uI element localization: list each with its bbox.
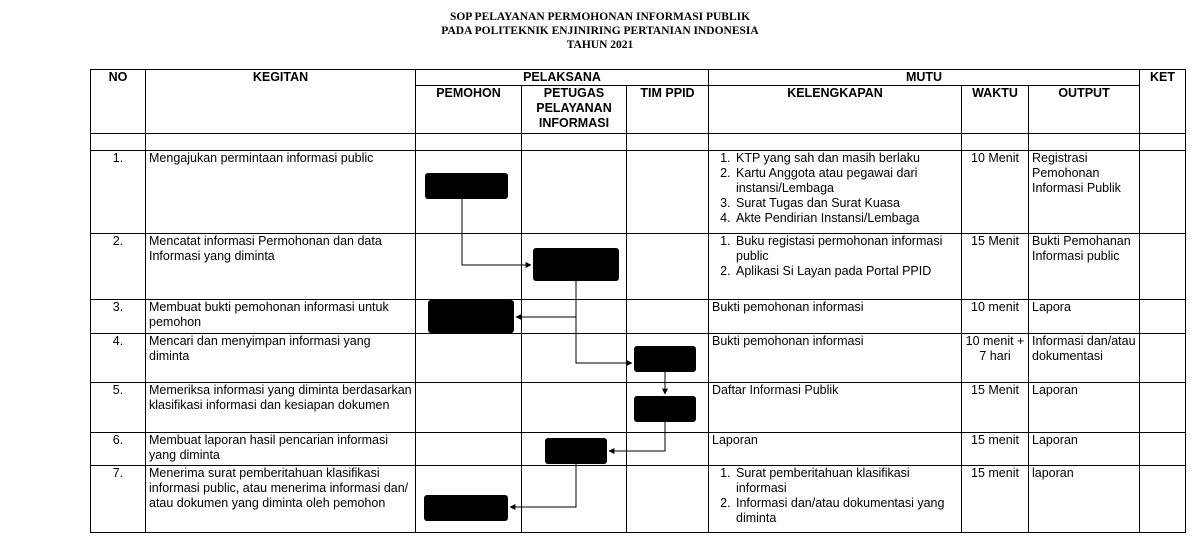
table-row [91, 300, 1186, 334]
spacer-row [91, 134, 1186, 151]
header-no: NO [91, 70, 146, 134]
header-ket: KET [1140, 70, 1186, 134]
header-petugas: PETUGAS PELAYANAN INFORMASI [522, 86, 627, 134]
row-waktu: 10 menit + 7 hari [962, 334, 1029, 383]
doc-title-line-2: PADA POLITEKNIK ENJINIRING PERTANIAN INDONESIA [441, 25, 759, 37]
row-output: Laporan [1029, 433, 1140, 466]
table-row [91, 466, 1186, 533]
row-kelengkapan [709, 466, 962, 533]
row-no: 5. [91, 383, 146, 433]
kelengkapan-item: 1. Surat pemberitahuan klasifikasi informasi [734, 466, 958, 496]
row-output: Bukti Pemohanan Informasi public [1029, 234, 1140, 300]
header-mutu: MUTU [709, 70, 1140, 86]
row-no: 4. [91, 334, 146, 383]
row-waktu: 15 menit [962, 466, 1029, 533]
row-kegiatan: Menerima surat pemberitahuan klasifikasi informasi public, atau menerima informasi dan/ atau dokumen yang diminta oleh pemohon [146, 466, 416, 533]
row-waktu: 10 Menit [962, 151, 1029, 234]
flow-box-step-2 [533, 248, 619, 281]
header-kelengkapan: KELENGKAPAN [709, 86, 962, 134]
row-output: laporan [1029, 466, 1140, 533]
row-kegiatan: Membuat bukti pemohonan informasi untuk pemohon [146, 300, 416, 334]
row-output: Registrasi Pemohonan Informasi Publik [1029, 151, 1140, 234]
row-kelengkapan: Daftar Informasi Publik [709, 383, 962, 433]
row-kegiatan: Memeriksa informasi yang diminta berdasarkan klasifikasi informasi dan kesiapan dokumen [146, 383, 416, 433]
sop-table [90, 69, 1186, 533]
table-row [91, 433, 1186, 466]
row-output: Laporan [1029, 383, 1140, 433]
row-output: Lapora [1029, 300, 1140, 334]
kelengkapan-item: 1. Buku registasi permohonan informasi public [734, 234, 958, 264]
kelengkapan-item: 2. Kartu Anggota atau pegawai dari instansi/Lembaga [734, 166, 958, 196]
header-output: OUTPUT [1029, 86, 1140, 134]
row-kelengkapan [709, 234, 962, 300]
row-kelengkapan: Bukti pemohonan informasi [709, 334, 962, 383]
header-row-1 [91, 70, 1186, 86]
table-row [91, 151, 1186, 234]
kelengkapan-item: 1. KTP yang sah dan masih berlaku [734, 151, 958, 166]
row-kelengkapan: Laporan [709, 433, 962, 466]
header-kegiatan: KEGITAN [146, 70, 416, 134]
row-waktu: 15 menit [962, 433, 1029, 466]
kelengkapan-item: 3. Surat Tugas dan Surat Kuasa [734, 196, 958, 211]
doc-title-line-1: SOP PELAYANAN PERMOHONAN INFORMASI PUBLIK [449, 11, 751, 23]
row-kelengkapan: Bukti pemohonan informasi [709, 300, 962, 334]
row-waktu: 15 Menit [962, 383, 1029, 433]
flow-box-step-4 [634, 346, 696, 372]
header-pelaksana: PELAKSANA [416, 70, 709, 86]
row-no: 1. [91, 151, 146, 234]
row-no: 3. [91, 300, 146, 334]
row-output: Informasi dan/atau dokumentasi [1029, 334, 1140, 383]
flow-box-step-5 [634, 396, 696, 422]
row-no: 7. [91, 466, 146, 533]
row-kelengkapan [709, 151, 962, 234]
flow-box-step-3 [428, 300, 514, 333]
kelengkapan-item: 2. Aplikasi Si Layan pada Portal PPID [734, 264, 958, 279]
flow-box-step-1 [425, 173, 508, 199]
doc-title-line-3: TAHUN 2021 [566, 39, 634, 51]
flow-box-step-7 [424, 495, 508, 521]
row-no: 6. [91, 433, 146, 466]
table-row [91, 234, 1186, 300]
row-waktu: 15 Menit [962, 234, 1029, 300]
row-waktu: 10 menit [962, 300, 1029, 334]
header-tim-ppid: TIM PPID [627, 86, 709, 134]
row-kegiatan: Membuat laporan hasil pencarian informasi yang diminta [146, 433, 416, 466]
row-no: 2. [91, 234, 146, 300]
kelengkapan-item: 4. Akte Pendirian Instansi/Lembaga [734, 211, 958, 226]
row-kegiatan: Mencari dan menyimpan informasi yang diminta [146, 334, 416, 383]
kelengkapan-item: 2. Informasi dan/atau dokumentasi yang diminta [734, 496, 958, 526]
flow-box-step-6 [545, 438, 607, 464]
row-kegiatan: Mengajukan permintaan informasi public [146, 151, 416, 234]
header-waktu: WAKTU [962, 86, 1029, 134]
header-pemohon: PEMOHON [416, 86, 522, 134]
row-kegiatan: Mencatat informasi Permohonan dan data Informasi yang diminta [146, 234, 416, 300]
